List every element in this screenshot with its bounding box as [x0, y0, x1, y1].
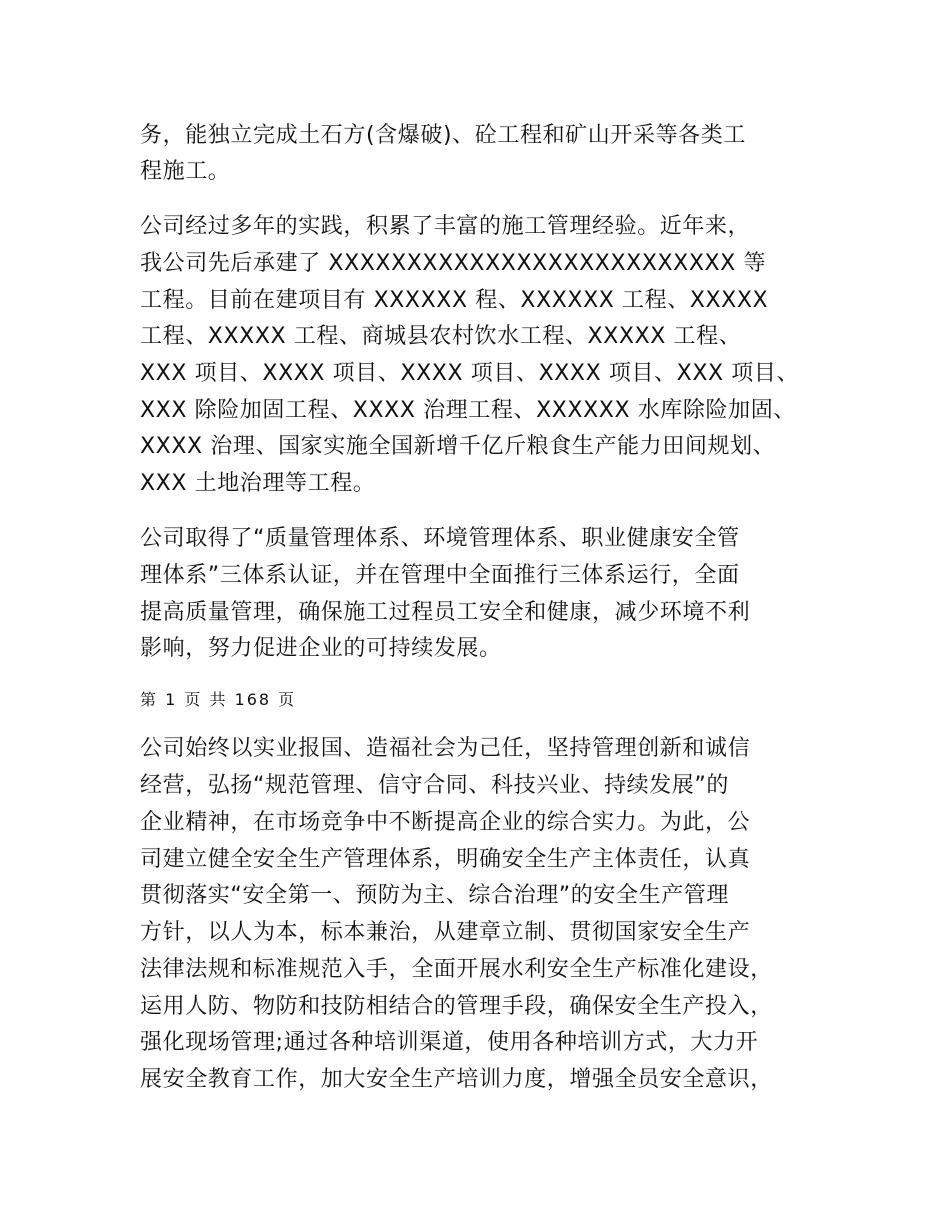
text-line: 运用人防、物防和技防相结合的管理手段，确保安全生产投入，	[140, 994, 773, 1019]
text-line: 强化现场管理;通过各种培训渠道，使用各种培训方式，大力开	[140, 1030, 759, 1055]
text-line: 经营，弘扬“规范管理、信守合同、科技兴业、持续发展”的	[140, 773, 729, 798]
text-line: 务，能独立完成土石方(含爆破)、砼工程和矿山开采等各类工	[140, 123, 746, 148]
text-line: 司建立健全安全生产管理体系，明确安全生产主体责任，认真	[140, 847, 751, 872]
text-line: 法律法规和标准规范入手，全面开展水利安全生产标准化建设，	[140, 957, 773, 982]
text-line: 程施工。	[140, 159, 231, 184]
text-line: 工程。目前在建项目有 XXXXXX 程、XXXXXX 工程、XXXXX	[140, 288, 769, 313]
text-line: 贯彻落实“安全第一、预防为主、综合治理”的安全生产管理	[140, 883, 729, 908]
text-line: 公司始终以实业报国、造福社会为己任，坚持管理创新和诚信	[140, 736, 751, 761]
text-line: 方针，以人为本，标本兼治，从建章立制、贯彻国家安全生产	[140, 920, 751, 945]
text-line: 公司经过多年的实践，积累了丰富的施工管理经验。近年来，	[140, 214, 751, 239]
text-line: 公司取得了“质量管理体系、环境管理体系、职业健康安全管	[140, 526, 740, 551]
text-line: XXXX 治理、国家实施全国新增千亿斤粮食生产能力田间规划、	[140, 434, 776, 459]
text-line: XXX 项目、XXXX 项目、XXXX 项目、XXXX 项目、XXX 项目、	[140, 361, 800, 386]
text-line: 我公司先后承建了 XXXXXXXXXXXXXXXXXXXXXXXXXX 等	[140, 251, 767, 276]
text-line: 影响，努力促进企业的可持续发展。	[140, 636, 502, 661]
text-line: 工程、XXXXX 工程、商城县农村饮水工程、XXXXX 工程、	[140, 324, 742, 349]
text-line: 展安全教育工作，加大安全生产培训力度，增强全员安全意识，	[140, 1067, 773, 1092]
text-line: 理体系”三体系认证，并在管理中全面推行三体系运行，全面	[140, 563, 740, 588]
text-line: 企业精神，在市场竞争中不断提高企业的综合实力。为此，公	[140, 810, 751, 835]
text-line: XXX 除险加固工程、XXXX 治理工程、XXXXXX 水库除险加固、	[140, 398, 796, 423]
page-number-footer: 第 1 页 共 168 页	[140, 690, 297, 709]
text-line: 提高质量管理，确保施工过程员工安全和健康，减少环境不利	[140, 600, 751, 625]
text-line: XXX 土地治理等工程。	[140, 471, 376, 496]
